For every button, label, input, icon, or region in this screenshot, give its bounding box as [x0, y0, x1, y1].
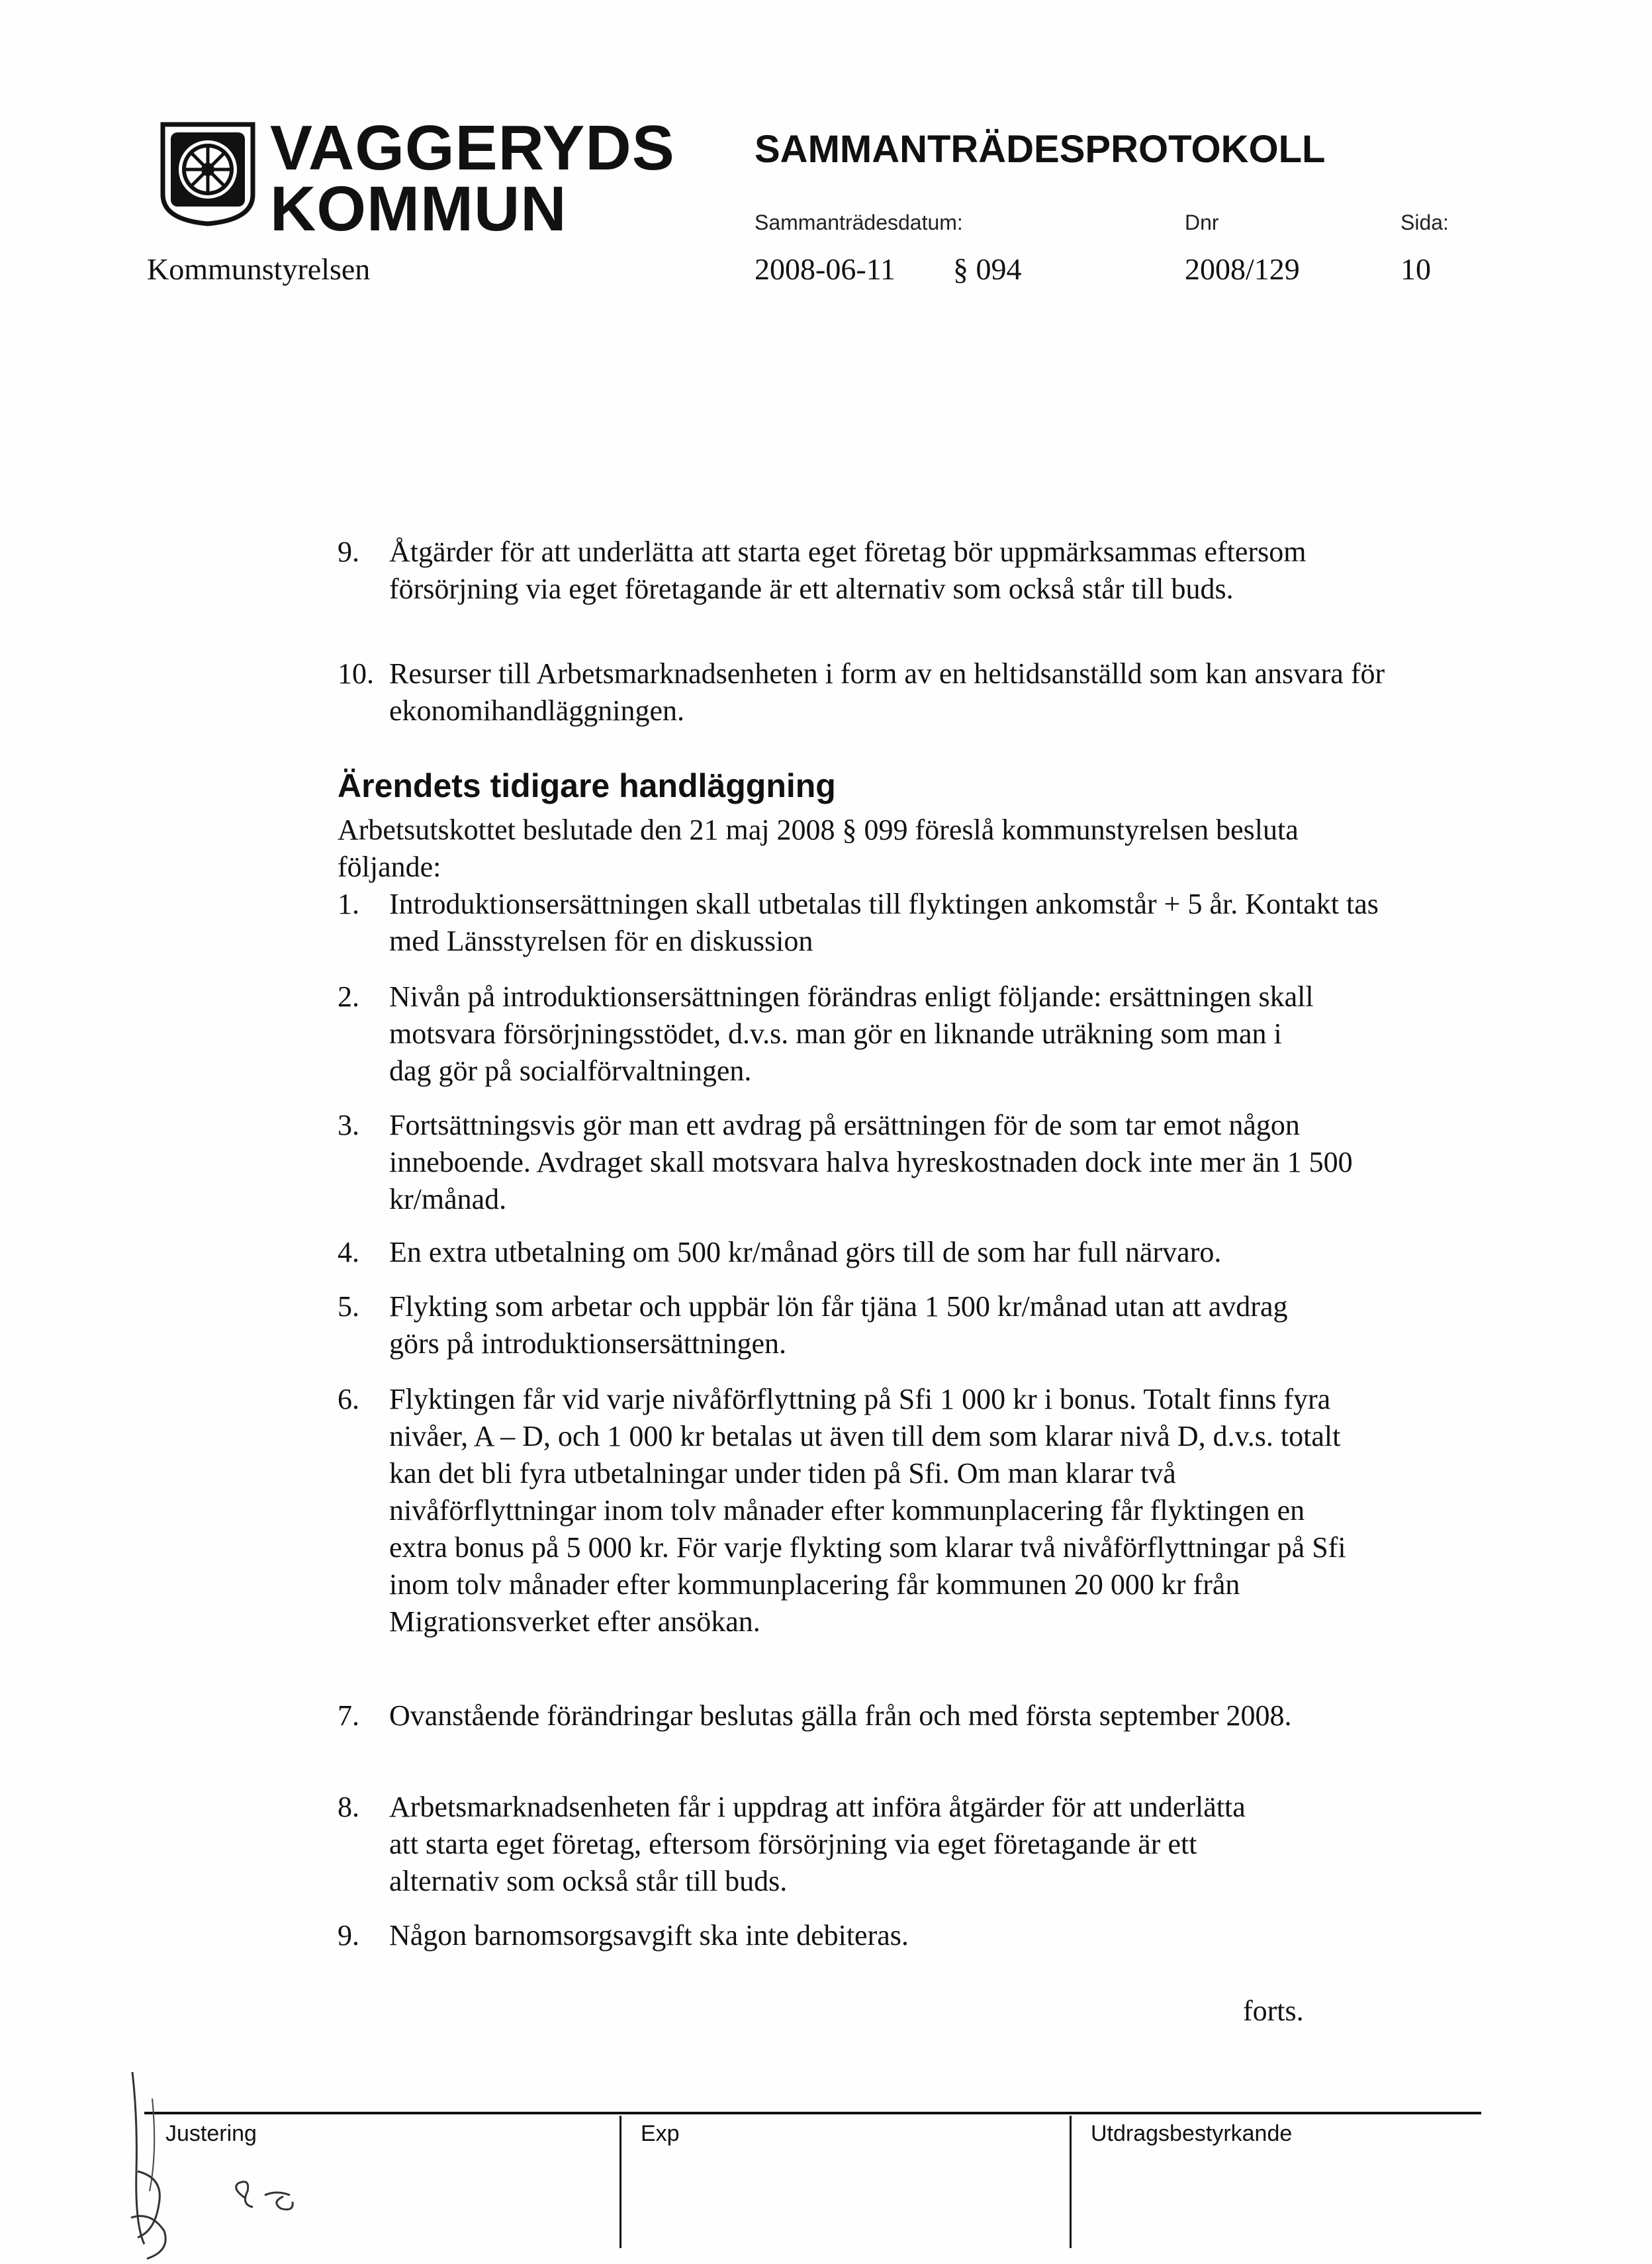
list-item-text: Fortsättningsvis gör man ett avdrag på ersättningen för de som tar emot någon inneboende. Avdraget skall motsvara halva hyreskostnaden dock inte mer än 1 500 kr/månad.: [389, 1109, 1353, 1215]
list-item-text: Åtgärder för att underlätta att starta eget företag bör uppmärksammas eftersom försörjning via eget företagande är ett alternativ som också står till buds.: [389, 536, 1307, 605]
list-item-text: Flykting som arbetar och uppbär lön får tjäna 1 500 kr/månad utan att avdrag görs på introduktionsersättningen.: [389, 1290, 1288, 1360]
list-item-number: 2.: [338, 980, 359, 1013]
footer-divider-utdrag: [1070, 2116, 1072, 2248]
dnr-label: Dnr: [1185, 211, 1219, 234]
document-title: SAMMANTRÄDESPROTOKOLL: [755, 128, 1326, 171]
list-item-number: 6.: [338, 1383, 359, 1415]
municipal-crest-icon: [159, 120, 257, 226]
department-name: Kommunstyrelsen: [147, 252, 371, 286]
list-item-text: Nivån på introduktionsersättningen förändras enligt följande: ersättningen skall motsvara försörjningsstödet, d.v.s. man gör en liknande uträkning som man i dag gör på socialförvaltningen.: [389, 980, 1314, 1087]
list-item-text: Ovanstående förändringar beslutas gälla från och med första september 2008.: [389, 1699, 1292, 1732]
continuation-note: forts.: [1243, 1995, 1304, 2027]
list-item-text: Introduktionsersättningen skall utbetalas till flyktingen ankomstår + 5 år. Kontakt tas med Länsstyrelsen för en diskussion: [389, 888, 1379, 957]
utdragsbestyrkande-label: Utdragsbestyrkande: [1091, 2121, 1293, 2146]
exp-label: Exp: [641, 2121, 680, 2146]
section-intro: Arbetsutskottet beslutade den 21 maj 2008 § 099 föreslå kommunstyrelsen besluta följande:: [338, 814, 1299, 883]
paragraph-number: § 094: [953, 252, 1022, 286]
list-item-number: 8.: [338, 1791, 359, 1823]
municipality-name-line2: KOMMUN: [270, 173, 567, 244]
meeting-date-value: 2008-06-11: [755, 252, 895, 286]
section-heading: Ärendets tidigare handläggning: [338, 767, 836, 804]
dnr-value: 2008/129: [1185, 252, 1300, 286]
list-item-text: En extra utbetalning om 500 kr/månad görs till de som har full närvaro.: [389, 1236, 1222, 1268]
list-item-number: 3.: [338, 1109, 359, 1141]
list-item-number: 9.: [338, 1919, 359, 1952]
meeting-date-label: Sammanträdesdatum:: [755, 211, 963, 234]
page-label: Sida:: [1400, 211, 1449, 234]
list-item-text: Resurser till Arbetsmarknadsenheten i form av en heltidsanställd som kan ansvara för ekonomihandläggningen.: [389, 657, 1385, 727]
list-item-number: 5.: [338, 1290, 359, 1323]
list-item-number: 9.: [338, 536, 359, 568]
page-number: 10: [1400, 252, 1431, 286]
list-item-text: Arbetsmarknadsenheten får i uppdrag att införa åtgärder för att underlätta att starta eget företag, eftersom försörjning via eget företagande är ett alternativ som också står till buds.: [389, 1791, 1246, 1897]
list-item-number: 10.: [338, 657, 374, 690]
list-item-text: Någon barnomsorgsavgift ska inte debiteras.: [389, 1919, 909, 1952]
list-item-number: 7.: [338, 1699, 359, 1732]
municipality-name-line1: VAGGERYDS: [270, 113, 675, 183]
footer-divider-exp: [620, 2116, 621, 2248]
justering-label: Justering: [165, 2121, 257, 2146]
list-item-number: 4.: [338, 1236, 359, 1268]
signature-initials: [118, 2072, 396, 2264]
list-item-text: Flyktingen får vid varje nivåförflyttning på Sfi 1 000 kr i bonus. Totalt finns fyra nivåer, A – D, och 1 000 kr betalas ut även till dem som klarar nivå D, d.v.s. totalt kan det bli fyra utbetalningar under tiden på Sfi. Om man klarar två nivåförflyttningar inom tolv månader efter kommunplacering får flyktingen en extra bonus på 5 000 kr. För varje flykting som klarar två nivåförflyttningar på Sfi inom tolv månader efter kommunplacering får kommunen 20 000 kr från Migrationsverket efter ansökan.: [389, 1383, 1346, 1638]
list-item-number: 1.: [338, 888, 359, 920]
